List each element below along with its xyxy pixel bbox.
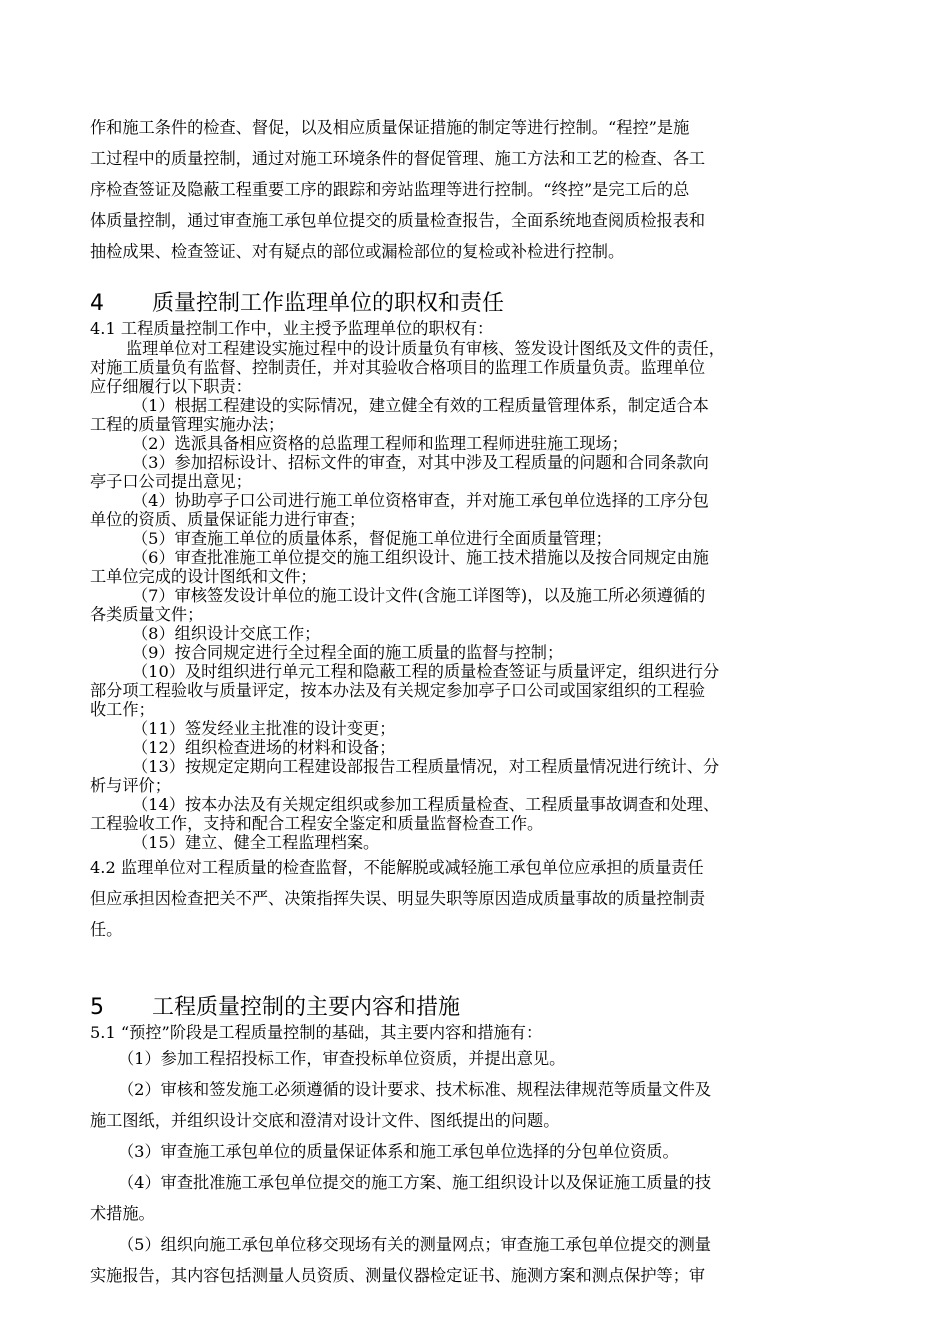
duty-item-cont: 工程验收工作，支持和配合工程安全鉴定和质量监督检查工作。 bbox=[90, 814, 544, 833]
section-number: 5 bbox=[90, 995, 104, 1020]
intro-line: 工过程中的质量控制，通过对施工环境条件的督促管理、施工方法和工艺的检查、各工 bbox=[90, 149, 706, 168]
duty-item: （15）建立、健全工程监理档案。 bbox=[132, 833, 380, 852]
duty-item-cont: 各类质量文件； bbox=[90, 605, 204, 624]
body-line: 任。 bbox=[90, 920, 123, 939]
duty-item: （11）签发经业主批准的设计变更； bbox=[132, 719, 396, 738]
intro-paragraph bbox=[90, 112, 830, 267]
section-4-body bbox=[90, 339, 830, 396]
measure-item: （3）审查施工承包单位的质量保证体系和施工承包单位选择的分包单位资质。 bbox=[118, 1142, 679, 1161]
measure-item-cont: 施工图纸，并组织设计交底和澄清对设计文件、图纸提出的问题。 bbox=[90, 1111, 560, 1130]
duty-item-cont: 单位的资质、质量保证能力进行审查； bbox=[90, 510, 366, 529]
duty-item-cont: 析与评价； bbox=[90, 776, 171, 795]
body-line: 但应承担因检查把关不严、决策指挥失误、明显失职等原因造成质量事故的质量控制责 bbox=[90, 889, 706, 908]
body-line: 对施工质量负有监督、控制责任，并对其验收合格项目的监理工作质量负责。监理单位 bbox=[90, 358, 706, 377]
intro-line: 抽检成果、检查签证、对有疑点的部位或漏检部位的复检或补检进行控制。 bbox=[90, 242, 625, 261]
duty-item: （10）及时组织进行单元工程和隐蔽工程的质量检查签证与质量评定，组织进行分 bbox=[132, 662, 720, 681]
measure-item: （2）审核和签发施工必须遵循的设计要求、技术标准、规程法律规范等质量文件及 bbox=[118, 1080, 712, 1099]
section-title: 质量控制工作监理单位的职权和责任 bbox=[152, 291, 505, 316]
measure-item-cont: 术措施。 bbox=[90, 1204, 155, 1223]
intro-line: 体质量控制，通过审查施工承包单位提交的质量检查报告，全面系统地查阅质检报表和 bbox=[90, 211, 706, 230]
document-page bbox=[90, 112, 830, 1291]
duty-item: （2）选派具备相应资格的总监理工程师和监理工程师进驻施工现场； bbox=[132, 434, 628, 453]
measure-item: （1）参加工程招投标工作，审查投标单位资质，并提出意见。 bbox=[118, 1049, 566, 1068]
duty-item-cont: 工程的质量管理实施办法； bbox=[90, 415, 285, 434]
section-4-heading bbox=[90, 289, 830, 319]
section-title: 工程质量控制的主要内容和措施 bbox=[152, 995, 461, 1020]
subsection-4-2 bbox=[90, 852, 830, 945]
body-line: 应仔细履行以下职责： bbox=[90, 377, 252, 396]
duty-list bbox=[90, 396, 830, 852]
measure-item: （5）组织向施工承包单位移交现场有关的测量网点；审查施工承包单位提交的测量 bbox=[118, 1235, 712, 1254]
section-5-heading bbox=[90, 993, 830, 1023]
section-number: 4 bbox=[90, 291, 104, 316]
duty-item: （14）按本办法及有关规定组织或参加工程质量检查、工程质量事故调查和处理、 bbox=[132, 795, 720, 814]
precontrol-list bbox=[90, 1043, 830, 1291]
measure-item-cont: 实施报告，其内容包括测量人员资质、测量仪器检定证书、施测方案和测点保护等；审 bbox=[90, 1266, 706, 1285]
duty-item: （3）参加招标设计、招标文件的审查，对其中涉及工程质量的问题和合同条款向 bbox=[132, 453, 709, 472]
duty-item: （6）审查批准施工单位提交的施工组织设计、施工技术措施以及按合同规定由施 bbox=[132, 548, 709, 567]
measure-item: （4）审查批准施工承包单位提交的施工方案、施工组织设计以及保证施工质量的技 bbox=[118, 1173, 712, 1192]
body-line: 4.2 监理单位对工程质量的检查监督，不能解脱或减轻施工承包单位应承担的质量责任 bbox=[90, 858, 704, 877]
duty-item: （9）按合同规定进行全过程全面的施工质量的监督与控制； bbox=[132, 643, 564, 662]
subsection-5-1: 5.1 “预控”阶段是工程质量控制的基础，其主要内容和措施有： bbox=[90, 1023, 543, 1042]
intro-line: 作和施工条件的检查、督促，以及相应质量保证措施的制定等进行控制。“程控”是施 bbox=[90, 118, 690, 137]
duty-item: （5）审查施工单位的质量体系，督促施工单位进行全面质量管理； bbox=[132, 529, 612, 548]
subsection-4-1: 4.1 工程质量控制工作中，业主授予监理单位的职权有： bbox=[90, 319, 494, 338]
duty-item: （8）组织设计交底工作； bbox=[132, 624, 321, 643]
duty-item: （12）组织检查进场的材料和设备； bbox=[132, 738, 396, 757]
duty-item: （13）按规定定期向工程建设部报告工程质量情况，对工程质量情况进行统计、分 bbox=[132, 757, 720, 776]
duty-item-cont: 工单位完成的设计图纸和文件； bbox=[90, 567, 317, 586]
duty-item-cont: 部分项工程验收与质量评定，按本办法及有关规定参加亭子口公司或国家组织的工程验 bbox=[90, 681, 706, 700]
duty-item: （1）根据工程建设的实际情况，建立健全有效的工程质量管理体系，制定适合本 bbox=[132, 396, 709, 415]
duty-item-cont: 收工作； bbox=[90, 700, 155, 719]
body-line: 监理单位对工程建设实施过程中的设计质量负有审核、签发设计图纸及文件的责任， bbox=[126, 339, 725, 358]
intro-line: 序检查签证及隐蔽工程重要工序的跟踪和旁站监理等进行控制。“终控”是完工后的总 bbox=[90, 180, 690, 199]
duty-item: （4）协助亭子口公司进行施工单位资格审查，并对施工承包单位选择的工序分包 bbox=[132, 491, 709, 510]
duty-item: （7）审核签发设计单位的施工设计文件(含施工详图等)，以及施工所必须遵循的 bbox=[132, 586, 706, 605]
duty-item-cont: 亭子口公司提出意见； bbox=[90, 472, 252, 491]
